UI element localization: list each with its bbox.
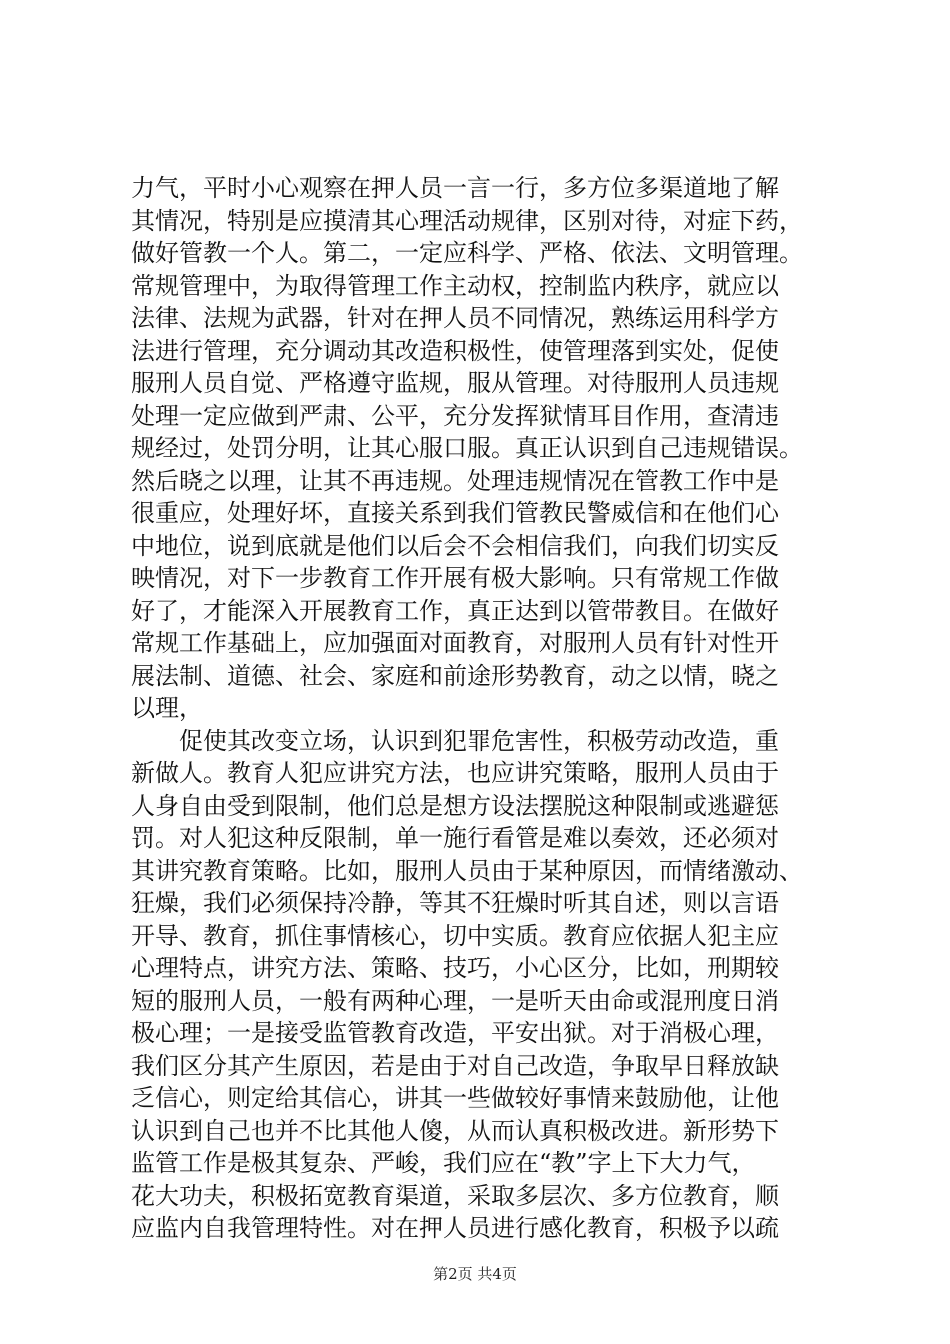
text-line: 其情况，特别是应摸清其心理活动规律，区别对待，对症下药， — [131, 206, 803, 235]
text-line: 其讲究教育策略。比如，服刑人员由于某种原因，而情绪激动、 — [131, 856, 803, 885]
text-line: 乏信心，则定给其信心，讲其一些做较好事情来鼓励他，让他 — [131, 1084, 779, 1112]
text-line: 罚。对人犯这种反限制，单一施行看管是难以奏效，还必须对 — [131, 824, 779, 852]
text-line: 认识到自己也并不比其他人傻，从而认真积极改进。新形势下 — [131, 1116, 779, 1145]
text-line: 极心理；一是接受监管教育改造，平安出狱。对于消极心理， — [131, 1019, 779, 1047]
text-line: 映情况，对下一步教育工作开展有极大影响。只有常规工作做 — [131, 564, 779, 592]
page-number-footer: 第2页 共4页 — [433, 1265, 517, 1283]
text-line: 心理特点，讲究方法、策略、技巧，小心区分，比如，刑期较 — [131, 954, 779, 982]
text-line: 人身自由受到限制，他们总是想方设法摆脱这种限制或逃避惩 — [131, 791, 779, 820]
text-line: 中地位，说到底就是他们以后会不会相信我们，向我们切实反 — [131, 531, 779, 560]
text-line: 好了，才能深入开展教育工作，真正达到以管带教目。在做好 — [131, 596, 779, 625]
paragraph-start-line: 促使其改变立场，认识到犯罪危害性，积极劳动改造，重 — [179, 726, 779, 755]
text-line: 很重应，处理好坏，直接关系到我们管教民警威信和在他们心 — [131, 499, 779, 527]
text-line: 新做人。教育人犯应讲究方法，也应讲究策略，服刑人员由于 — [131, 759, 779, 787]
text-line: 法律、法规为武器，针对在押人员不同情况，熟练运用科学方 — [131, 304, 779, 332]
text-line: 我们区分其产生原因，若是由于对自己改造，争取早日释放缺 — [131, 1051, 779, 1080]
body-text — [131, 172, 831, 1245]
text-line: 处理一定应做到严肃、公平，充分发挥狱情耳目作用，查清违 — [131, 401, 779, 430]
text-line: 短的服刑人员，一般有两种心理，一是听天由命或混刑度日消 — [131, 986, 779, 1015]
text-line: 力气，平时小心观察在押人员一言一行，多方位多渠道地了解 — [131, 174, 779, 202]
text-line: 然后晓之以理，让其不再违规。处理违规情况在管教工作中是 — [131, 466, 779, 495]
text-line: 展法制、道德、社会、家庭和前途形势教育，动之以情，晓之 — [131, 661, 779, 690]
text-line: 常规管理中，为取得管理工作主动权，控制监内秩序，就应以 — [131, 271, 779, 300]
text-line: 法进行管理，充分调动其改造积极性，使管理落到实处，促使 — [131, 336, 779, 365]
text-line: 狂燥，我们必须保持冷静，等其不狂燥时听其自述，则以言语 — [131, 889, 779, 917]
text-line: 做好管教一个人。第二，一定应科学、严格、依法、文明管理。 — [131, 239, 803, 267]
text-line: 监管工作是极其复杂、严峻，我们应在“教”字上下大力气， — [131, 1149, 756, 1177]
text-line: 常规工作基础上，应加强面对面教育，对服刑人员有针对性开 — [131, 629, 779, 657]
text-line: 服刑人员自觉、严格遵守监规，服从管理。对待服刑人员违规 — [131, 369, 779, 397]
text-line: 以理， — [131, 694, 203, 722]
text-line: 花大功夫，积极拓宽教育渠道，采取多层次、多方位教育，顺 — [131, 1181, 779, 1210]
text-line: 规经过，处罚分明，让其心服口服。真正认识到自己违规错误。 — [131, 434, 803, 462]
text-line: 应监内自我管理特性。对在押人员进行感化教育，积极予以疏 — [131, 1214, 779, 1242]
text-line: 开导、教育，抓住事情核心，切中实质。教育应依据人犯主应 — [131, 921, 779, 950]
